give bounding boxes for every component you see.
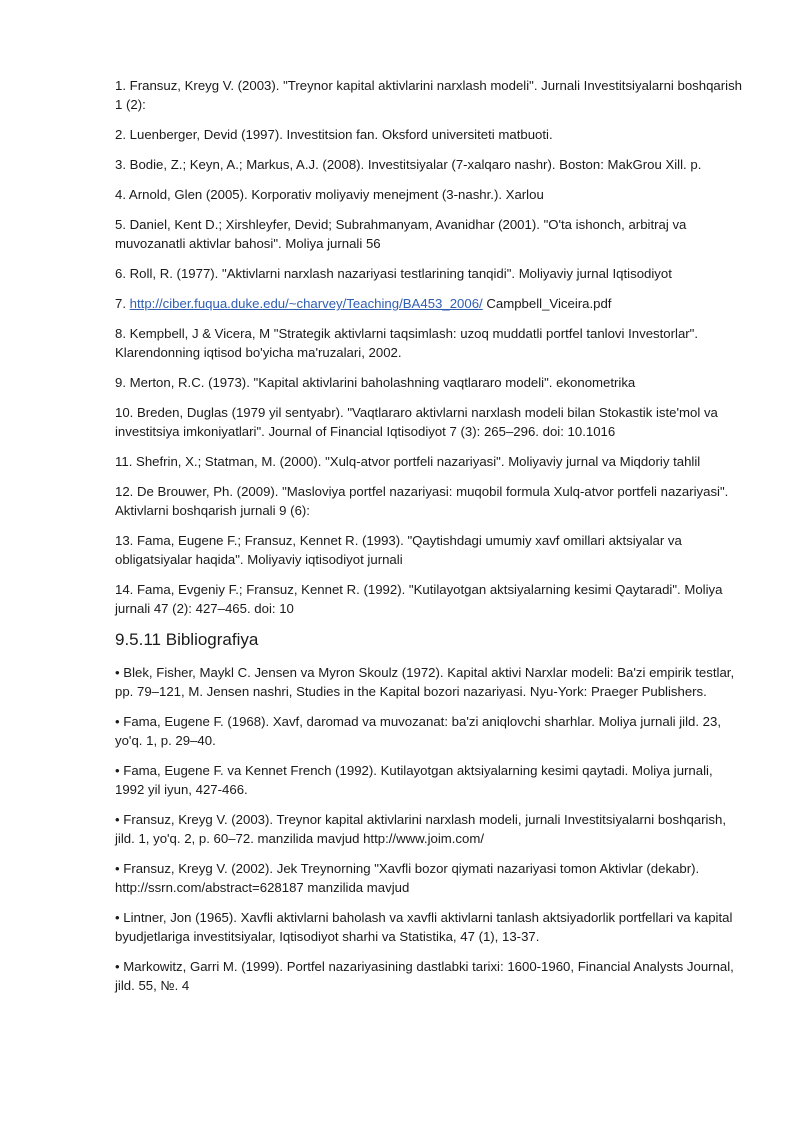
reference-item: 12. De Brouwer, Ph. (2009). "Masloviya portfel nazariyasi: muqobil formula Xulq-atvor portfeli nazariyasi". Aktivlarni boshqarish jurnali 9 (6): [115, 484, 729, 518]
reference-item: 6. Roll, R. (1977). "Aktivlarni narxlash nazariyasi testlarining tanqidi". Moliyaviy jurnal Iqtisodiyot [115, 266, 672, 281]
reference-item: 13. Fama, Eugene F.; Fransuz, Kennet R. (1993). "Qaytishdagi umumiy xavf omillari aktsiyalar va obligatsiyalar haqida". Moliyaviy iqtisodiyot jurnali [115, 533, 682, 567]
reference-suffix: Campbell_Viceira.pdf [482, 296, 612, 311]
reference-item: 8. Kempbell, J & Vicera, M "Strategik aktivlarni taqsimlash: uzoq muddatli portfel tanlovi Investorlar". Klarendonning iqtisod bo'yicha ma'ruzalari, 2002. [115, 326, 699, 360]
reference-item: 9. Merton, R.C. (1973). "Kapital aktivlarini baholashning vaqtlararo modeli". ekonometrika [115, 375, 636, 390]
bibliography-item: • Fransuz, Kreyg V. (2003). Treynor kapital aktivlarini narxlash modeli, jurnali Investitsiyalarni boshqarish, jild. 1, yo'q. 2, p. 60–72. manzilida mavjud http://www.joim.com/ [115, 812, 727, 846]
reference-item: 10. Breden, Duglas (1979 yil sentyabr). "Vaqtlararo aktivlarni narxlash modeli bilan Stokastik iste'mol va investitsiya imkoniyatlari". Journal of Financial Iqtisodiyot 7 (3): 265–296. doi: 10.1016 [115, 405, 718, 439]
reference-item-with-link [115, 294, 745, 313]
references-list [115, 76, 743, 618]
bibliography-item: • Fransuz, Kreyg V. (2002). Jek Treynorning "Xavfli bozor qiymati nazariyasi tomon Aktivlar (dekabr). http://ssrn.com/abstract=628187 manzilida mavjud [115, 861, 700, 895]
reference-item: 1. Fransuz, Kreyg V. (2003). "Treynor kapital aktivlarini narxlash modeli". Jurnali Investitsiyalarni boshqarish 1 (2): [115, 78, 743, 112]
bibliography-list [115, 663, 740, 995]
reference-item: 5. Daniel, Kent D.; Xirshleyfer, Devid; Subrahmanyam, Avanidhar (2001). "O'ta ishonch, arbitraj va muvozanatli aktivlar bahosi". Moliya jurnali 56 [115, 217, 687, 251]
reference-item: 3. Bodie, Z.; Keyn, A.; Markus, A.J. (2008). Investitsiyalar (7-xalqaro nashr). Boston: MakGrou Xill. p. [115, 157, 702, 172]
bibliography-item: • Lintner, Jon (1965). Xavfli aktivlarni baholash va xavfli aktivlarni tanlash aktsiyadorlik portfellari va kapital byudjetlariga investitsiyalar, Iqtisodiyot sharhi va Statistika, 47 (1), 13-37. [115, 910, 733, 944]
bibliography-item: • Fama, Eugene F. va Kennet French (1992). Kutilayotgan aktsiyalarning kesimi qaytadi. Moliya jurnali, 1992 yil iyun, 427-466. [115, 763, 713, 797]
reference-item: 11. Shefrin, X.; Statman, M. (2000). "Xulq-atvor portfeli nazariyasi". Moliyaviy jurnal va Miqdoriy tahlil [115, 454, 701, 469]
reference-item: 2. Luenberger, Devid (1997). Investitsion fan. Oksford universiteti matbuoti. [115, 127, 553, 142]
bibliography-item: • Blek, Fisher, Maykl C. Jensen va Myron Skoulz (1972). Kapital aktivi Narxlar modeli: Ba'zi empirik testlar, pp. 79–121, M. Jensen nashri, Studies in the Kapital bozori nazariyasi. Nyu-York: Praeger Publishers. [115, 665, 735, 699]
bibliography-item: • Markowitz, Garri M. (1999). Portfel nazariyasining dastlabki tarixi: 1600-1960, Financial Analysts Journal, jild. 55, №. 4 [115, 959, 734, 993]
reference-item: 14. Fama, Evgeniy F.; Fransuz, Kennet R. (1992). "Kutilayotgan aktsiyalarning kesimi Qaytaradi". Moliya jurnali 47 (2): 427–465. doi: 10 [115, 582, 723, 616]
reference-link[interactable]: http://ciber.fuqua.duke.edu/~charvey/Teaching/BA453_2006/ [129, 296, 483, 311]
bibliography-item: • Fama, Eugene F. (1968). Xavf, daromad va muvozanat: ba'zi aniqlovchi sharhlar. Moliya jurnali jild. 23, yo'q. 1, p. 29–40. [115, 714, 722, 748]
section-heading: 9.5.11 Bibliografiya [115, 630, 259, 649]
reference-prefix: 7. [115, 296, 130, 311]
reference-item: 4. Arnold, Glen (2005). Korporativ moliyaviy menejment (3-nashr.). Xarlou [115, 187, 544, 202]
